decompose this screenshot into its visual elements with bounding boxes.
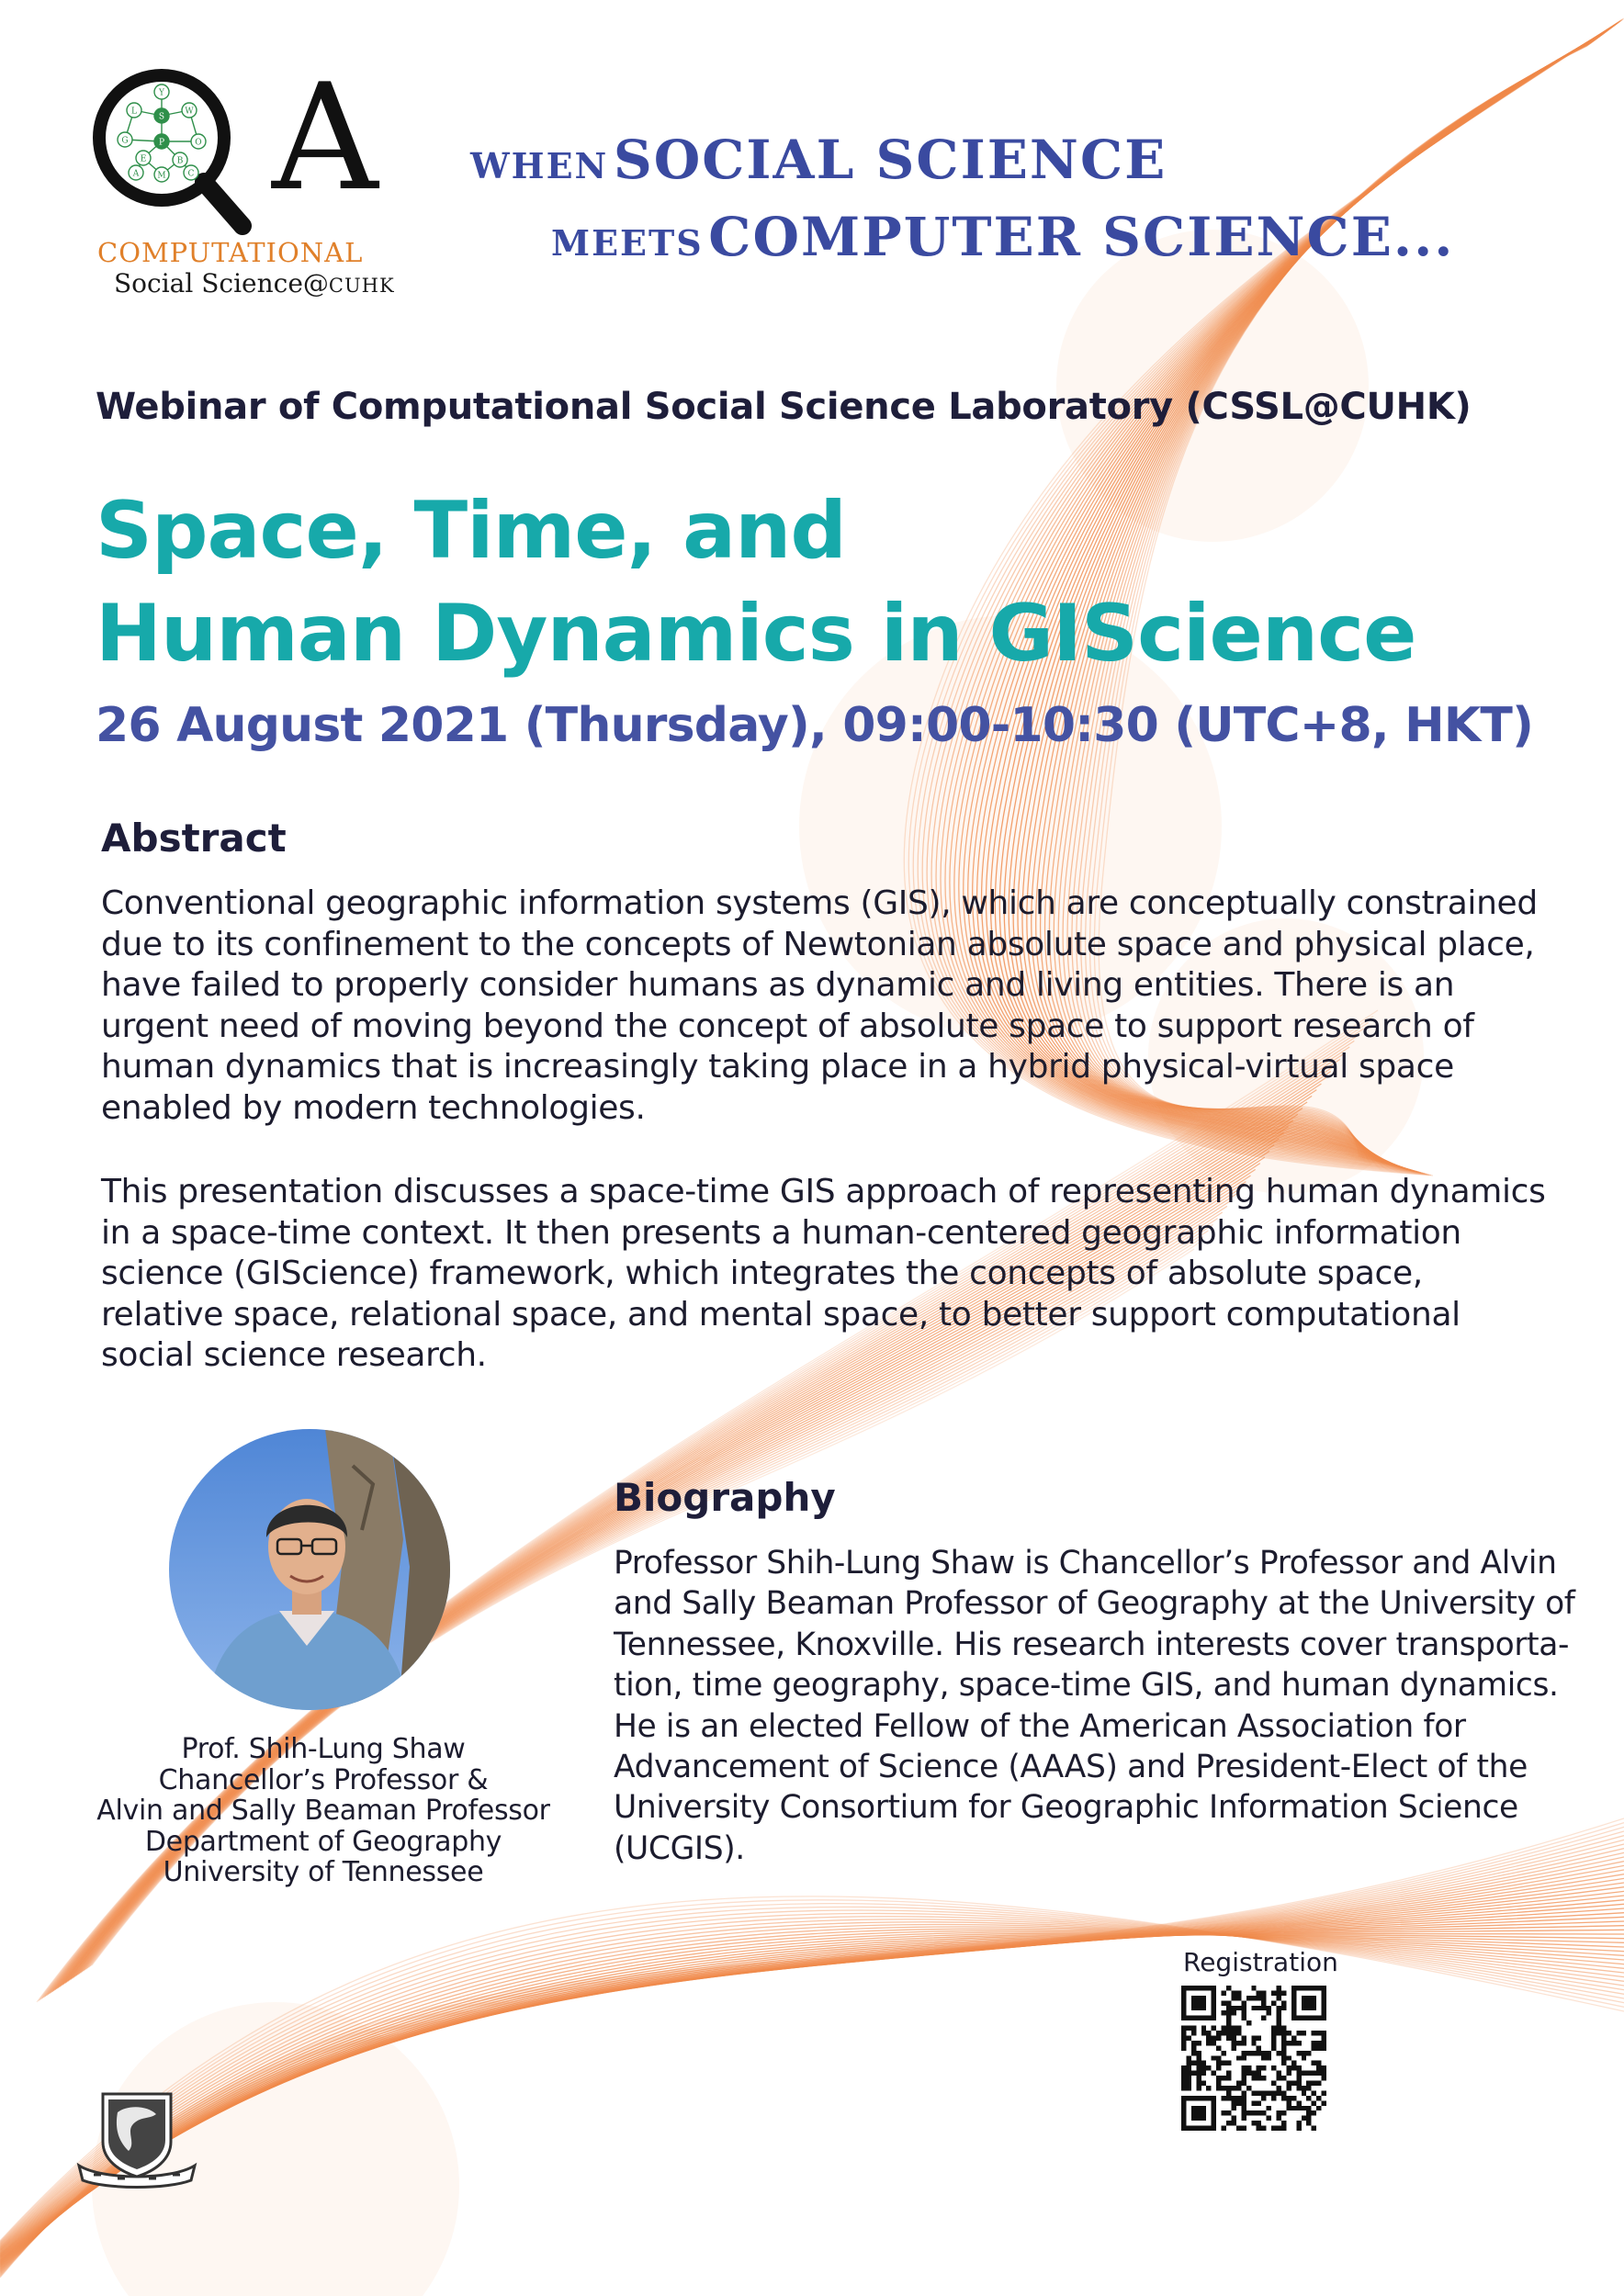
logo-letter-a: A — [272, 64, 378, 223]
text-line: science (GIScience) framework, which integrates the concepts of absolute space, — [101, 1255, 1423, 1293]
webinar-series: Webinar of Computational Social Science Laboratory (CSSL@CUHK) — [96, 386, 1472, 428]
tagline-line1 — [470, 129, 1167, 191]
text-line: Tennessee, Knoxville. His research interests cover transporta- — [614, 1626, 1570, 1663]
text-line: in a space-time context. It then presents a human-centered geographic information — [101, 1213, 1461, 1252]
speaker-caption — [92, 1734, 555, 1888]
tagline-line2 — [551, 206, 1455, 268]
logo-network-letter: G — [121, 136, 129, 146]
text-line: social science research. — [101, 1336, 487, 1375]
speaker-photo — [169, 1429, 450, 1710]
abstract-paragraph-2 — [101, 1172, 1546, 1377]
caption-line: University of Tennessee — [163, 1856, 484, 1888]
logo-network-letter: E — [140, 154, 147, 164]
logo-line2-small: CUHK — [328, 275, 395, 297]
text-line: due to its confinement to the concepts of Newtonian absolute space and physical place, — [101, 925, 1535, 963]
logo-network-letter: L — [131, 107, 137, 117]
logo-network-letter: S — [158, 112, 165, 122]
text-line: and Sally Beaman Professor of Geography at the University of — [614, 1585, 1575, 1623]
text-line: He is an elected Fellow of the American Association for — [614, 1707, 1466, 1745]
logo-network-letter: W — [185, 107, 194, 117]
logo-line2 — [114, 268, 395, 298]
caption-line: Department of Geography — [144, 1825, 502, 1858]
text-line: (UCGIS). — [614, 1829, 745, 1867]
logo-network-letter: M — [157, 171, 166, 181]
text-line: have failed to properly consider humans as dynamic and living entities. There is an — [101, 966, 1455, 1005]
tagline-computer-science: COMPUTER SCIENCE... — [708, 206, 1455, 268]
caption-name: Prof. Shih-Lung Shaw — [181, 1733, 466, 1765]
logo-network-letter: Y — [159, 88, 164, 98]
registration-label: Registration — [1183, 1947, 1338, 1977]
logo-network-letter: O — [195, 138, 202, 148]
tagline-meets: MEETS — [551, 222, 704, 264]
tagline-social-science: SOCIAL SCIENCE — [613, 129, 1167, 191]
tagline-when: WHEN — [470, 145, 609, 186]
cssl-logo — [88, 64, 400, 303]
text-line: urgent need of moving beyond the concept of absolute space to support research of — [101, 1007, 1474, 1045]
caption-line: Alvin and Sally Beaman Professor — [96, 1795, 550, 1827]
cuhk-crest-icon — [75, 2088, 198, 2191]
logo-network-letter: P — [158, 138, 165, 148]
logo-line1: COMPUTATIONAL — [97, 237, 364, 268]
text-line: relative space, relational space, and mental space, to better support computational — [101, 1295, 1460, 1334]
caption-line: Chancellor’s Professor & — [158, 1763, 489, 1796]
text-line: tion, time geography, space-time GIS, and human dynamics. — [614, 1667, 1559, 1705]
text-line: This presentation discusses a space-time GIS approach of representing human dynamics — [101, 1173, 1546, 1210]
text-line: University Consortium for Geographic Information Science — [614, 1789, 1518, 1827]
logo-network-letter: A — [132, 169, 140, 179]
text-line: enabled by modern technologies. — [101, 1088, 646, 1127]
text-line: Conventional geographic information systems (GIS), which are conceptually constrained — [101, 884, 1538, 922]
abstract-paragraph-1 — [101, 884, 1538, 1130]
biography-text — [614, 1543, 1575, 1869]
biography-heading: Biography — [614, 1475, 836, 1520]
logo-network-letter: C — [187, 169, 195, 179]
logo-network-letter: B — [176, 156, 184, 166]
event-title-line2: Human Dynamics in GIScience — [96, 588, 1416, 680]
logo-line2-main: Social Science@ — [114, 268, 329, 298]
magnifier-network-icon — [88, 64, 400, 257]
event-title-line1: Space, Time, and — [96, 485, 846, 577]
qr-code-icon[interactable] — [1181, 1986, 1326, 2131]
text-line: Advancement of Science (AAAS) and President-Elect of the — [614, 1749, 1528, 1786]
text-line: Professor Shih-Lung Shaw is Chancellor’s Professor and Alvin — [614, 1545, 1557, 1581]
abstract-heading: Abstract — [101, 816, 287, 861]
text-line: human dynamics that is increasingly taking place in a hybrid physical-virtual space — [101, 1048, 1454, 1086]
event-datetime: 26 August 2021 (Thursday), 09:00-10:30 (UTC+8, HKT) — [96, 698, 1534, 753]
